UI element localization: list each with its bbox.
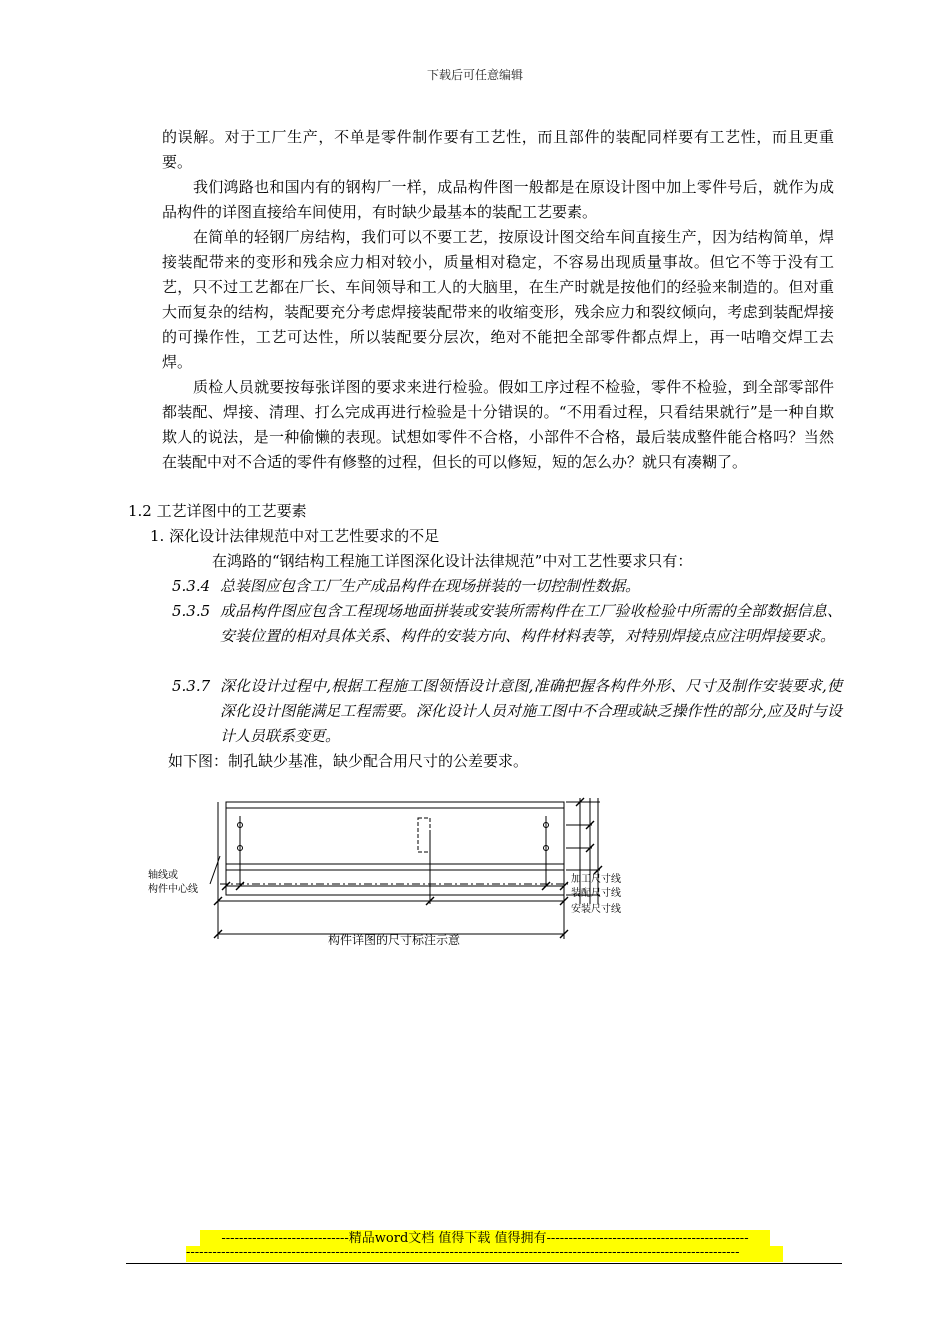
subsection-title: 深化设计法律规范中对工艺性要求的不足 — [169, 527, 440, 545]
section-heading — [128, 499, 307, 524]
paragraph-4: 质检人员就要按每张详图的要求来进行检验。假如工序过程不检验，零件不检验，到全部零部件都装配、焊接、清理、打么完成再进行检验是十分错误的。“不用看过程，只看结果就行”是一种自欺欺人的说法，是一种偷懒的表现。试想如零件不合格，小部件不合格，最后装成整件能合格吗？当然在装配中对不合适的零件有修整的过程，但长的可以修短，短的怎么办？就只有凑糊了。 — [162, 378, 834, 471]
intro-text: 在鸿路的“钢结构工程施工详图深化设计法律规范”中对工艺性要求只有： — [212, 552, 693, 570]
dimension-label: 加工尺寸线 — [571, 874, 621, 885]
member-dimension-diagram — [140, 794, 640, 958]
subsection-number: 1. — [150, 527, 165, 545]
clause-text: 总装图应包含工厂生产成品构件在现场拼装的一切控制性数据。 — [220, 577, 641, 595]
clause-text: 成品构件图应包含工程现场地面拼装或安装所需构件在工厂验收检验中所需的全部数据信息、安装位置的相对具体关系、构件的安装方向、构件材料表等，对特别焊接点应注明焊接要求。 — [220, 602, 842, 645]
clause-text: 深化设计过程中,根据工程施工图领悟设计意图,准确把握各构件外形、尺寸及制作安装要求,使深化设计图能满足工程需要。深化设计人员对施工图中不合理或缺乏操作性的部分,应及时与设计人员联系变更。 — [220, 677, 842, 745]
axis-label: 轴线或 — [148, 870, 178, 881]
clause-number: 5.3.5 — [172, 602, 211, 620]
clause-535 — [172, 599, 842, 649]
clause-537 — [172, 674, 842, 749]
paragraph-2: 我们鸿路也和国内有的钢构厂一样，成品构件图一般都是在原设计图中加上零件号后，就作为成品构件的详图直接给车间使用，有时缺少最基本的装配工艺要素。 — [162, 178, 834, 221]
footer-dashes: ------------------------------------------------------------------------------------------------------------------------------ — [186, 1246, 783, 1262]
footer-banner: -----------------------------精品word文档 值得下载 值得拥有---------------------------------------------- — [200, 1230, 770, 1248]
clause-534 — [172, 574, 842, 599]
dimension-label: 安装尺寸线 — [571, 904, 621, 915]
paragraph-3: 在简单的轻钢厂房结构，我们可以不要工艺，按原设计图交给车间直接生产，因为结构简单，焊接装配带来的变形和残余应力相对较小，质量相对稳定，不容易出现质量事故。但它不等于没有工艺，只不过工艺都在厂长、车间领导和工人的大脑里，在生产时就是按他们的经验来制造的。但对重大而复杂的结构，装配要充分考虑焊接装配带来的收缩变形，残余应力和裂纹倾向，考虑到装配焊接的可操作性，工艺可达性，所以装配要分层次，绝对不能把全部零件都点焊上，再一咕噜交焊工去焊。 — [162, 228, 834, 371]
footer-divider — [126, 1263, 842, 1264]
dimension-label: 装配尺寸线 — [571, 888, 621, 899]
clause-number: 5.3.4 — [172, 577, 211, 595]
section-title: 工艺详图中的工艺要素 — [156, 502, 307, 520]
page-header: 下载后可任意编辑 — [426, 68, 523, 82]
slot-hole — [418, 818, 430, 852]
axis-label: 构件中心线 — [148, 884, 198, 895]
clause-number: 5.3.7 — [172, 677, 211, 695]
figure-caption: 构件详图的尺寸标注示意 — [328, 933, 461, 947]
beam-outline — [226, 802, 564, 895]
paragraph-1: 的误解。对于工厂生产，不单是零件制作要有工艺性，而且部件的装配同样要有工艺性，而且更重要。 — [162, 128, 834, 171]
section-number: 1.2 — [128, 502, 152, 520]
subsection-heading — [150, 524, 439, 549]
figure-note: 如下图：制孔缺少基准，缺少配合用尺寸的公差要求。 — [168, 752, 529, 770]
